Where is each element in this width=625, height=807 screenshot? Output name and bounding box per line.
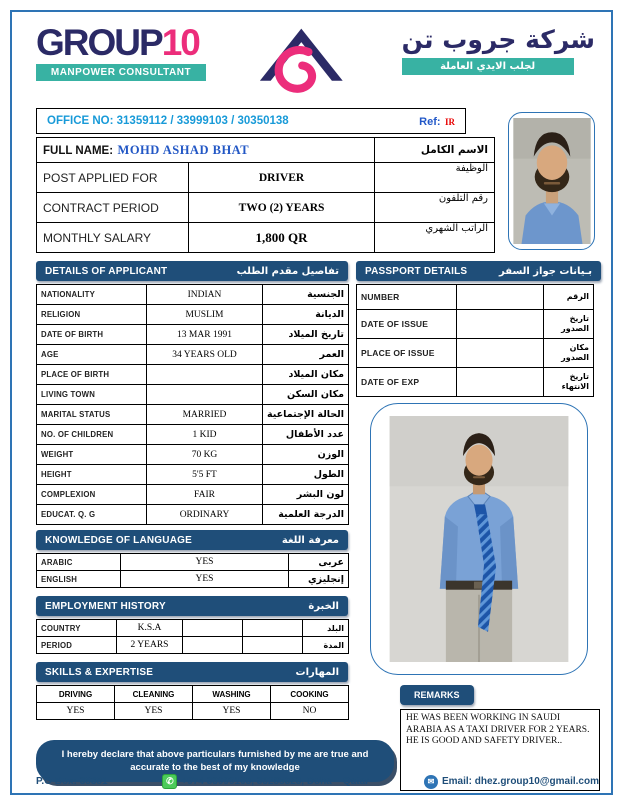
row-value: [457, 310, 544, 339]
logo-group-text: GROUP: [36, 22, 162, 63]
empty-cell: [183, 637, 243, 654]
skill-column: DRIVING: [37, 686, 115, 703]
table-row: [37, 465, 349, 485]
monthly-salary-value: 1,800 QR: [189, 223, 375, 253]
applicant-table: [36, 284, 349, 525]
empty-cell: [183, 620, 243, 637]
row-value: [147, 365, 263, 385]
table-row: [37, 445, 349, 465]
row-value: YES: [121, 571, 289, 588]
full-name-value: MOHD ASHAD BHAT: [117, 143, 250, 157]
phone-item: [162, 774, 369, 789]
contract-period-value: TWO (2) YEARS: [189, 193, 375, 223]
table-row: [357, 310, 594, 339]
table-row: [37, 485, 349, 505]
row-value: INDIAN: [147, 285, 263, 305]
row-value: 13 MAR 1991: [147, 325, 263, 345]
row-arabic: الرقم: [544, 285, 594, 310]
skills-table: [36, 685, 349, 720]
row-arabic: تاريخ الصدور: [544, 310, 594, 339]
table-row: [37, 571, 349, 588]
row-value: 5'5 FT: [147, 465, 263, 485]
top-info-row: [12, 102, 611, 253]
post-applied-label: POST APPLIED FOR: [37, 163, 189, 193]
table-row: [37, 405, 349, 425]
row-value: ORDINARY: [147, 505, 263, 525]
skill-column: COOKING: [271, 686, 349, 703]
language-section-header: [36, 530, 348, 550]
row-value: 34 YEARS OLD: [147, 345, 263, 365]
company-arabic-block: [402, 25, 595, 75]
row-value: MARRIED: [147, 405, 263, 425]
company-name-arabic: شركة جروب تن: [401, 25, 595, 54]
row-label: AGE: [37, 345, 147, 365]
row-label: EDUCAT. Q. G: [37, 505, 147, 525]
language-title: KNOWLEDGE OF LANGUAGE: [45, 534, 192, 546]
skills-section-header: [36, 662, 348, 682]
left-column: [36, 261, 369, 791]
table-row: [37, 554, 349, 571]
empty-cell: [243, 637, 303, 654]
row-arabic: الدرجة العلمية: [263, 505, 349, 525]
email-item: [424, 775, 599, 789]
email-address: Email: dhez.group10@gmail.com: [441, 776, 599, 787]
table-row: [37, 505, 349, 525]
row-label: HEIGHT: [37, 465, 147, 485]
row-label: NATIONALITY: [37, 285, 147, 305]
table-row: [37, 620, 349, 637]
row-value: YES: [121, 554, 289, 571]
footer: [36, 774, 599, 789]
employment-title-arabic: الخبرة: [308, 600, 339, 612]
row-arabic: مكان السكن: [263, 385, 349, 405]
row-value: [457, 339, 544, 368]
language-table: [36, 553, 349, 588]
top-info-left: [36, 108, 494, 253]
skill-value: YES: [193, 703, 271, 720]
row-value: 2 YEARS: [117, 637, 183, 654]
details-columns: [12, 253, 611, 791]
header: [12, 12, 611, 102]
passport-title-arabic: بـيانات جواز السفر: [499, 265, 592, 277]
row-value: [457, 285, 544, 310]
contract-period-arabic: رقم التلفون: [375, 193, 495, 223]
employment-title: EMPLOYMENT HISTORY: [45, 600, 166, 612]
contract-period-label: CONTRACT PERIOD: [37, 193, 189, 223]
post-applied-value: DRIVER: [189, 163, 375, 193]
skill-value: YES: [37, 703, 115, 720]
full-name-arabic: الاسم الكامل: [375, 138, 495, 163]
row-arabic: مكان الميلاد: [263, 365, 349, 385]
po-box: P.O Box: 38381: [36, 776, 108, 787]
row-label: COUNTRY: [37, 620, 117, 637]
row-label: PERIOD: [37, 637, 117, 654]
table-row: [357, 285, 594, 310]
full-body-photo-image: [389, 416, 569, 662]
document-border: [10, 10, 613, 795]
row-arabic: الطول: [263, 465, 349, 485]
row-value: [457, 368, 544, 397]
table-row: [37, 325, 349, 345]
employment-table: [36, 619, 349, 654]
row-label: NO. OF CHILDREN: [37, 425, 147, 445]
skill-value: NO: [271, 703, 349, 720]
skill-column: CLEANING: [115, 686, 193, 703]
employment-section-header: [36, 596, 348, 616]
table-row: [357, 368, 594, 397]
manpower-consultant-banner: MANPOWER CONSULTANT: [36, 64, 206, 81]
row-arabic: الديانة: [263, 305, 349, 325]
applicant-title-arabic: تفاصيل مقدم الطلب: [236, 265, 339, 277]
logo-10-text: 10: [161, 22, 199, 63]
row-label: WEIGHT: [37, 445, 147, 465]
post-applied-row: [37, 163, 495, 193]
passport-photo-image: [513, 118, 591, 244]
row-arabic: البلد: [303, 620, 349, 637]
ref-value: IR: [444, 117, 455, 127]
contract-period-row: [37, 193, 495, 223]
row-label: DATE OF BIRTH: [37, 325, 147, 345]
table-row: [37, 425, 349, 445]
monthly-salary-row: [37, 223, 495, 253]
table-row: [37, 365, 349, 385]
full-body-photo: [370, 403, 588, 675]
row-label: COMPLEXION: [37, 485, 147, 505]
row-arabic: عدد الأطفال: [263, 425, 349, 445]
ref-label: Ref:: [419, 116, 441, 128]
company-subtitle-arabic: لجلب الايدي العاملة: [402, 58, 574, 75]
row-arabic: العمر: [263, 345, 349, 365]
full-name-cell: [37, 138, 375, 163]
company-emblem-icon: [252, 25, 356, 102]
table-row: [357, 339, 594, 368]
row-arabic: تاريخ الميلاد: [263, 325, 349, 345]
passport-photo: [508, 112, 595, 250]
passport-table: [356, 284, 594, 397]
row-label: PLACE OF BIRTH: [37, 365, 147, 385]
row-label: DATE OF EXP: [357, 368, 457, 397]
monthly-salary-arabic: الراتب الشهري: [375, 223, 495, 253]
row-value: FAIR: [147, 485, 263, 505]
table-row: [37, 385, 349, 405]
row-arabic: مكان الصدور: [544, 339, 594, 368]
row-label: ARABIC: [37, 554, 121, 571]
skills-title-arabic: المهارات: [295, 666, 339, 678]
table-row: [37, 345, 349, 365]
group10-logo: [36, 22, 206, 81]
skills-header-row: [37, 686, 349, 703]
table-row: [37, 285, 349, 305]
row-arabic: المدة: [303, 637, 349, 654]
row-value: K.S.A: [117, 620, 183, 637]
skill-column: WASHING: [193, 686, 271, 703]
email-icon: ✉: [424, 775, 438, 789]
row-value: 70 KG: [147, 445, 263, 465]
language-title-arabic: معرفة اللغة: [281, 534, 339, 546]
row-value: [147, 385, 263, 405]
remarks-line: HE IS GOOD AND SAFETY DRIVER..: [406, 736, 563, 746]
declaration-pill: I hereby declare that above particulars furnished by me are true and accurate to the best of my knowledge: [36, 740, 394, 782]
whatsapp-icon: ✆: [162, 774, 177, 789]
ref-field: [419, 112, 455, 130]
row-label: LIVING TOWN: [37, 385, 147, 405]
skill-value: YES: [115, 703, 193, 720]
row-arabic: الحالة الإجتماعية: [263, 405, 349, 425]
right-column: [356, 261, 601, 791]
office-number: OFFICE NO: 31359112 / 33999103 / 30350138: [47, 115, 289, 127]
skills-title: SKILLS & EXPERTISE: [45, 666, 154, 678]
remarks-line: HE WAS BEEN WORKING IN SAUDI ARABIA AS A TAXI DRIVER FOR 2 YEARS.: [406, 713, 590, 735]
table-row: [37, 637, 349, 654]
office-number-box: [36, 108, 466, 134]
row-value: MUSLIM: [147, 305, 263, 325]
row-arabic: الوزن: [263, 445, 349, 465]
row-label: DATE OF ISSUE: [357, 310, 457, 339]
row-arabic: إنجليزي: [289, 571, 349, 588]
row-value: 1 KID: [147, 425, 263, 445]
passport-title: PASSPORT DETAILS: [365, 265, 468, 277]
table-row: [37, 305, 349, 325]
row-arabic: تاريخ الانتهاء: [544, 368, 594, 397]
row-label: RELIGION: [37, 305, 147, 325]
phone-number: +974 33999103, 33285323, Doha – Qatar: [181, 776, 370, 787]
row-arabic: عربى: [289, 554, 349, 571]
passport-section-header: [356, 261, 601, 281]
row-arabic: الجنسية: [263, 285, 349, 305]
skills-values-row: [37, 703, 349, 720]
logo-wordmark: [36, 22, 206, 63]
post-applied-arabic: الوظيفة: [375, 163, 495, 193]
row-arabic: لون البشر: [263, 485, 349, 505]
row-label: ENGLISH: [37, 571, 121, 588]
row-label: NUMBER: [357, 285, 457, 310]
full-name-row: [37, 138, 495, 163]
empty-cell: [243, 620, 303, 637]
monthly-salary-label: MONTHLY SALARY: [37, 223, 189, 253]
applicant-section-header: [36, 261, 348, 281]
full-name-label: FULL NAME:: [43, 145, 114, 157]
applicant-title: DETAILS OF APPLICANT: [45, 265, 168, 277]
row-label: PLACE OF ISSUE: [357, 339, 457, 368]
row-label: MARITAL STATUS: [37, 405, 147, 425]
main-info-table: [36, 137, 495, 253]
remarks-badge: REMARKS: [400, 685, 474, 705]
